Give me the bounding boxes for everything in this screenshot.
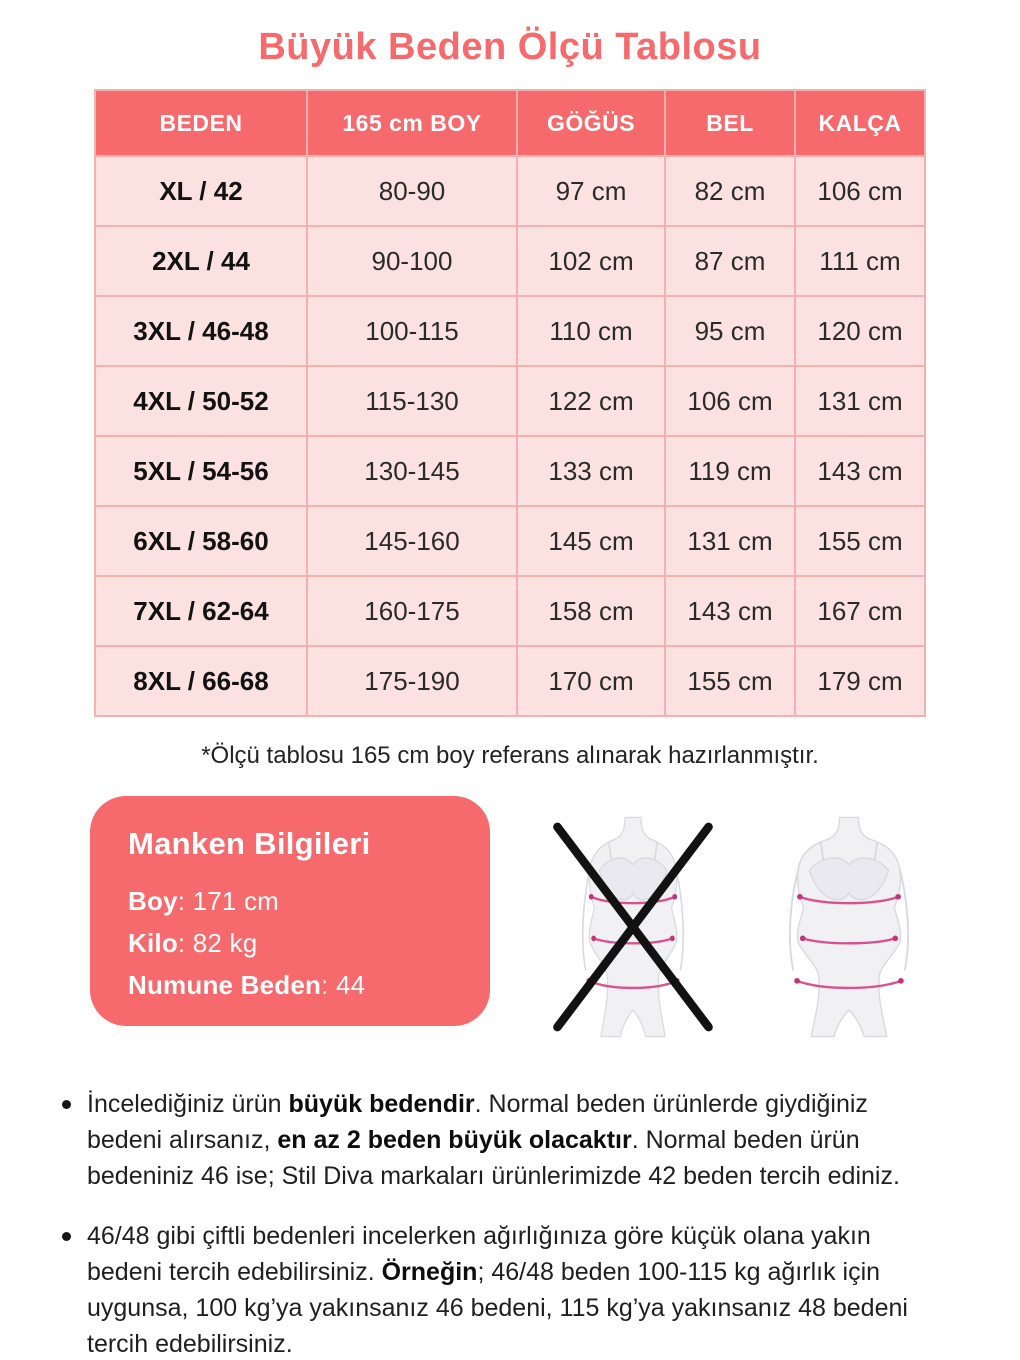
page-title: Büyük Beden Ölçü Tablosu xyxy=(258,26,762,68)
table-row xyxy=(95,576,925,646)
measurement-cell: 170 cm xyxy=(517,646,665,716)
measurement-cell: 131 cm xyxy=(795,366,925,436)
measurement-cell: 158 cm xyxy=(517,576,665,646)
measurement-cell: 143 cm xyxy=(665,576,795,646)
size-label-cell: 5XL / 54-56 xyxy=(95,436,307,506)
model-info-line: Numune Beden: 44 xyxy=(128,970,366,1000)
note-text: 46/48 gibi çiftli bedenleri incelerken ağırlığınıza göre küçük olana yakın bedeni tercih edebilirsiniz. Örneğin; 46/48 beden 100-115 kg ağırlık için uygunsa, 100 kg’ya yakınsanız 46 bedeni, 115 kg’ya yakınsanız 48 bedeni tercih edebilirsiniz. xyxy=(87,1222,908,1358)
measurement-cell: 130-145 xyxy=(307,436,517,506)
measurement-cell: 80-90 xyxy=(307,156,517,226)
header-row xyxy=(95,90,925,156)
notes-list xyxy=(62,1086,960,1360)
measurement-cell: 179 cm xyxy=(795,646,925,716)
measurement-cell: 143 cm xyxy=(795,436,925,506)
measurement-cell: 155 cm xyxy=(795,506,925,576)
header-beden: BEDEN xyxy=(95,90,307,156)
size-label-cell: 4XL / 50-52 xyxy=(95,366,307,436)
size-label-cell: 8XL / 66-68 xyxy=(95,646,307,716)
model-info-line: Kilo: 82 kg xyxy=(128,928,258,958)
measurement-cell: 115-130 xyxy=(307,366,517,436)
measurement-cell: 167 cm xyxy=(795,576,925,646)
table-row xyxy=(95,366,925,436)
size-label-cell: XL / 42 xyxy=(95,156,307,226)
size-table-body xyxy=(95,156,925,716)
measurement-cell: 90-100 xyxy=(307,226,517,296)
size-label-cell: 6XL / 58-60 xyxy=(95,506,307,576)
header-gogus: GÖĞÜS xyxy=(517,90,665,156)
table-row xyxy=(95,646,925,716)
measurement-cell: 106 cm xyxy=(795,156,925,226)
model-info-line: Boy: 171 cm xyxy=(128,886,280,916)
table-row xyxy=(95,436,925,506)
size-label-cell: 7XL / 62-64 xyxy=(95,576,307,646)
measurement-cell: 119 cm xyxy=(665,436,795,506)
measurement-cell: 110 cm xyxy=(517,296,665,366)
table-row xyxy=(95,296,925,366)
measurement-cell: 100-115 xyxy=(307,296,517,366)
measurement-cell: 82 cm xyxy=(665,156,795,226)
measurement-cell: 145-160 xyxy=(307,506,517,576)
figure-illustrations xyxy=(548,802,934,1052)
table-row xyxy=(95,156,925,226)
measurement-cell: 155 cm xyxy=(665,646,795,716)
crossed-slim-figure-illustration xyxy=(548,802,718,1052)
model-info-title: Manken Bilgileri xyxy=(128,826,371,861)
note-item xyxy=(62,1086,960,1194)
measurement-cell: 97 cm xyxy=(517,156,665,226)
measurement-cell: 133 cm xyxy=(517,436,665,506)
table-row xyxy=(95,226,925,296)
model-info-section xyxy=(90,796,1020,1052)
measurement-cell: 160-175 xyxy=(307,576,517,646)
measurement-cell: 87 cm xyxy=(665,226,795,296)
note-text: İncelediğiniz ürün büyük bedendir. Normal beden ürünlerde giydiğiniz bedeni alırsanız, en az 2 beden büyük olacaktır. Normal beden ürün bedeniniz 46 ise; Stil Diva markaları ürünlerimizde 42 beden tercih ediniz. xyxy=(87,1090,900,1190)
header-boy: 165 cm BOY xyxy=(307,90,517,156)
measured-plus-figure-illustration xyxy=(764,802,934,1052)
header-bel: BEL xyxy=(665,90,795,156)
measurement-cell: 102 cm xyxy=(517,226,665,296)
measurement-cell: 106 cm xyxy=(665,366,795,436)
measurement-cell: 122 cm xyxy=(517,366,665,436)
bullet-icon xyxy=(62,1232,71,1241)
measurement-cell: 131 cm xyxy=(665,506,795,576)
measurement-cell: 145 cm xyxy=(517,506,665,576)
size-label-cell: 3XL / 46-48 xyxy=(95,296,307,366)
note-item xyxy=(62,1218,960,1360)
table-row xyxy=(95,506,925,576)
measurement-cell: 95 cm xyxy=(665,296,795,366)
model-info-card xyxy=(90,796,490,1026)
body-silhouette-icon xyxy=(790,817,908,1036)
measurement-cell: 175-190 xyxy=(307,646,517,716)
bullet-icon xyxy=(62,1100,71,1109)
model-info-lines xyxy=(128,886,466,1001)
measurement-cell: 120 cm xyxy=(795,296,925,366)
header-kalca: KALÇA xyxy=(795,90,925,156)
measurement-cell: 111 cm xyxy=(795,226,925,296)
size-table-header xyxy=(95,90,925,156)
table-footnote: *Ölçü tablosu 165 cm boy referans alınarak hazırlanmıştır. xyxy=(201,742,819,769)
size-table xyxy=(94,89,926,717)
size-label-cell: 2XL / 44 xyxy=(95,226,307,296)
